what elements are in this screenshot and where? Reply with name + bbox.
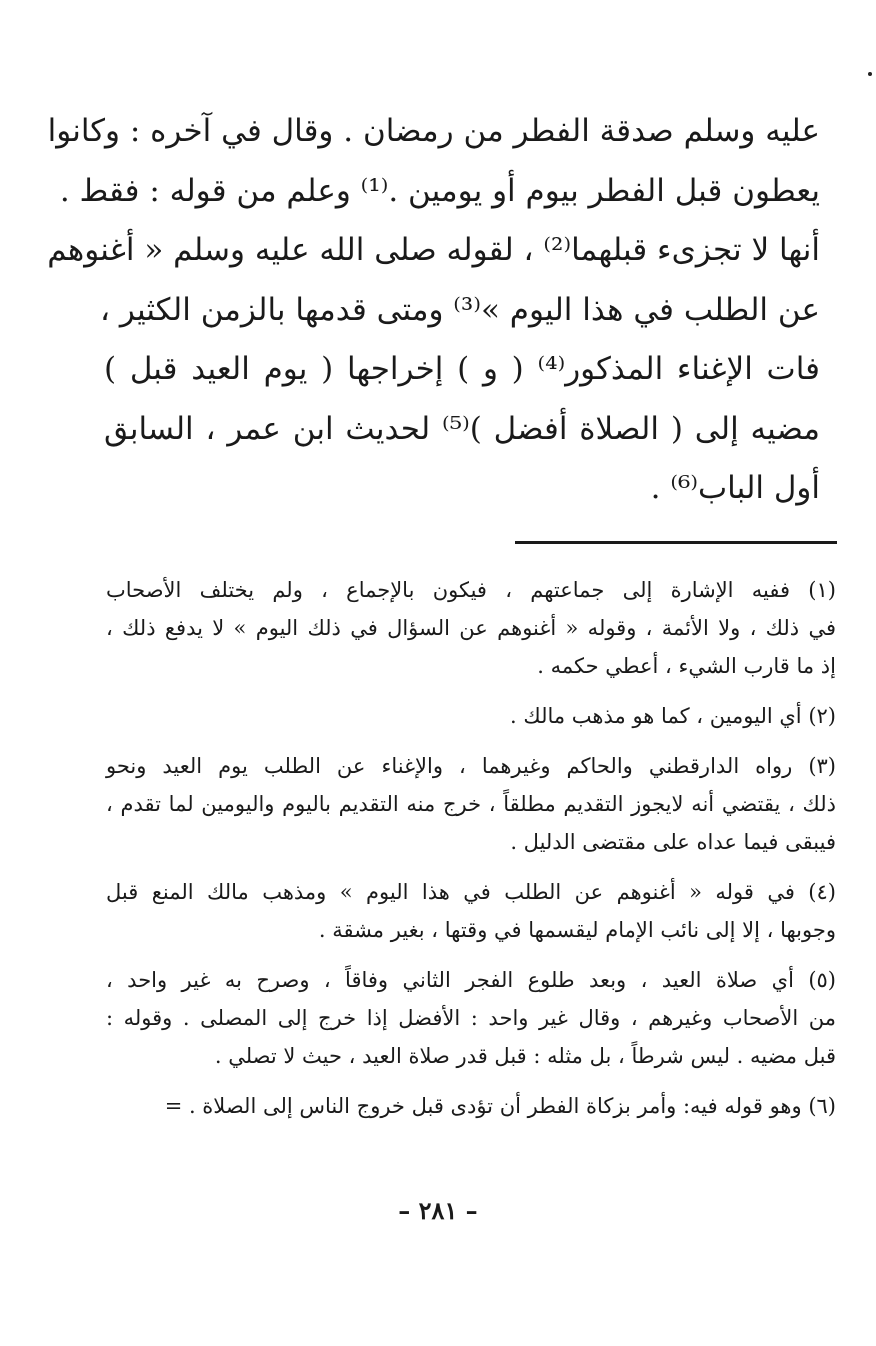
footnote-line: قبل مضيه . ليس شرطاً ، بل مثله : قبل قدر صلاة العيد ، حيث لا تصلي . (214, 1044, 836, 1068)
footnote-2 (106, 697, 836, 735)
footnote-line: في ذلك ، ولا الأئمة ، وقوله « أغنوهم عن السؤال في ذلك اليوم » لا يدفع ذلك ، (106, 616, 836, 640)
footnote-line: (٤) في قوله « أغنوهم عن الطلب في هذا اليوم » ومذهب مالك المنع قبل (106, 880, 836, 904)
footnote-line: ذلك ، يقتضي أنه لايجوز التقديم مطلقاً ، خرج منه التقديم باليوم واليومين لما تقدم ، (106, 792, 836, 816)
footnotes-block (106, 571, 836, 1137)
main-text-line: فات الإغناء المذكور⁽⁴⁾ ( و ) إخراجها ( يوم العيد قبل ) (104, 351, 820, 387)
main-text-line: أول الباب⁽⁶⁾ . (650, 470, 820, 506)
footnote-4 (106, 873, 836, 949)
footnote-line: إذ ما قارب الشيء ، أعطي حكمه . (537, 654, 836, 678)
footnote-line: وجوبها ، إلا إلى نائب الإمام ليقسمها في وقتها ، بغير مشقة . (318, 918, 836, 942)
footnote-line: فيبقى فيما عداه على مقتضى الدليل . (510, 830, 836, 854)
footnote-line: (٥) أي صلاة العيد ، وبعد طلوع الفجر الثاني وفاقاً ، وصرح به غير واحد ، (106, 968, 836, 992)
footnote-divider (515, 541, 837, 544)
footnote-5 (106, 961, 836, 1075)
footnote-1 (106, 571, 836, 685)
footnote-6 (106, 1087, 836, 1125)
main-text-line: عن الطلب في هذا اليوم »⁽³⁾ ومتى قدمها بالزمن الكثير ، (100, 291, 820, 328)
margin-mark (868, 72, 872, 76)
page-number: – ٢٨١ – (398, 1196, 478, 1225)
footnote-line: (٣) رواه الدارقطني والحاكم وغيرهما ، والإغناء عن الطلب يوم العيد ونحو (106, 754, 836, 778)
main-text-line: أنها لا تجزىء قبلهما⁽²⁾ ، لقوله صلى الله عليه وسلم « أغنوهم (47, 232, 820, 268)
main-text-line: يعطون قبل الفطر بيوم أو يومين .⁽¹⁾ وعلم من قوله : فقط . (59, 172, 820, 209)
footnote-line: من الأصحاب وغيرهم ، وقال غير واحد : الأفضل إذا خرج إلى المصلى . وقوله : (106, 1006, 836, 1030)
main-text-block (47, 102, 820, 519)
footnote-line: (١) ففيه الإشارة إلى جماعتهم ، فيكون بالإجماع ، ولم يختلف الأصحاب (106, 578, 836, 602)
main-text-line: عليه وسلم صدقة الفطر من رمضان . وقال في آخره : وكانوا (47, 113, 820, 149)
footnote-3 (106, 747, 836, 861)
footnote-line: (٢) أي اليومين ، كما هو مذهب مالك . (510, 704, 836, 728)
footnote-line: (٦) وهو قوله فيه: وأمر بزكاة الفطر أن تؤدى قبل خروج الناس إلى الصلاة . = (164, 1094, 836, 1118)
main-text-line: مضيه إلى ( الصلاة أفضل )⁽⁵⁾ لحديث ابن عمر ، السابق (104, 410, 820, 447)
